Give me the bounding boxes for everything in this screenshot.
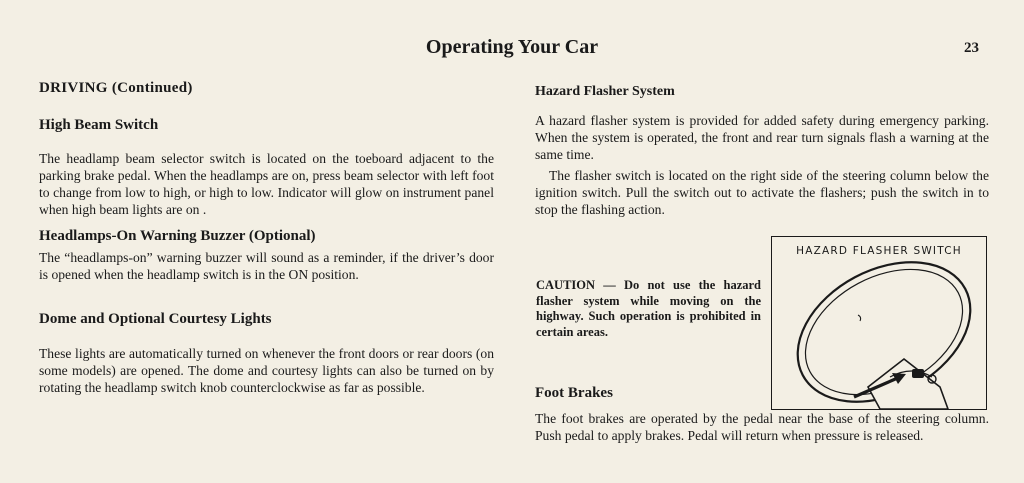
paragraph-dome-courtesy-lights: These lights are automatically turned on whenever the front doors or rear doors (on some models) are opened. The dome and courtesy lights can also be turned on by rotating the headlamp switch knob counterclockwise as far as possible. [39, 346, 494, 395]
left-column [39, 78, 494, 396]
figure-caption: HAZARD FLASHER SWITCH [796, 245, 962, 257]
heading-high-beam-switch: High Beam Switch [39, 117, 159, 133]
steering-wheel-illustration [772, 237, 986, 409]
paragraph-foot-brakes: The foot brakes are operated by the pedal near the base of the steering column. Push pedal to apply brakes. Pedal will return when pressure is released. [535, 411, 989, 443]
page-number: 23 [964, 40, 979, 56]
foot-brakes-section [535, 385, 989, 444]
page-title: Operating Your Car [425, 36, 599, 58]
paragraph-hazard-flasher-1: A hazard flasher system is provided for added safety during emergency parking. When the system is operated, the front and rear turn signals flash a warning at the same time. [535, 113, 989, 162]
paragraph-warning-buzzer: The “headlamps-on” warning buzzer will sound as a reminder, if the driver’s door is opened when the headlamp switch is in the ON position. [39, 250, 494, 282]
right-column [535, 78, 989, 218]
heading-dome-courtesy-lights: Dome and Optional Courtesy Lights [39, 311, 272, 327]
paragraph-high-beam-switch: The headlamp beam selector switch is located on the toeboard adjacent to the parking brake pedal. When the headlamps are on, press beam selector with left foot to change from low to high, or high to low. Indicator will glow on instrument panel when high beam lights are on . [39, 151, 494, 217]
heading-hazard-flasher: Hazard Flasher System [535, 84, 675, 99]
paragraph-hazard-flasher-2: The flasher switch is located on the right side of the steering column below the ignition switch. Pull the switch out to activate the flashers; push the switch in to stop the flashing action. [535, 168, 989, 217]
caution-note: CAUTION — Do not use the hazard flasher system while moving on the highway. Such operation is prohibited in certain areas. [536, 278, 761, 339]
heading-warning-buzzer: Headlamps-On Warning Buzzer (Optional) [39, 228, 316, 244]
section-heading-driving: DRIVING (Continued) [39, 80, 193, 96]
heading-foot-brakes: Foot Brakes [535, 385, 613, 401]
hazard-flasher-figure [771, 236, 987, 410]
